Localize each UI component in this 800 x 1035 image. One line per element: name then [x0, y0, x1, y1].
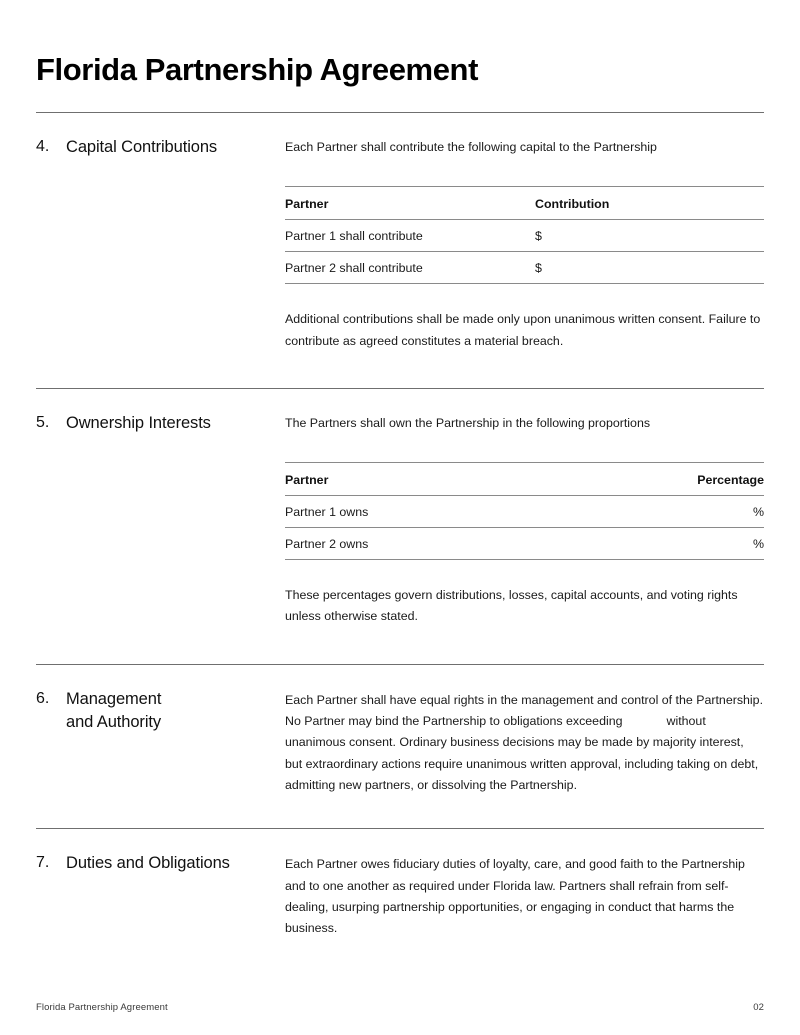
table-body: [285, 220, 764, 284]
cell-partner: Partner 1 shall contribute: [285, 220, 535, 252]
section-management-and-authority: [36, 664, 764, 829]
section-heading: [36, 411, 285, 435]
section-number: 6.: [36, 689, 50, 707]
section-number: 4.: [36, 138, 50, 155]
table-head: [285, 187, 764, 220]
section-lead-text: Each Partner shall contribute the following capital to the Partnership: [285, 140, 657, 154]
section-lead-text: The Partners shall own the Partnership in the following proportions: [285, 415, 651, 430]
section-body: [285, 687, 764, 797]
section-heading: [36, 687, 285, 734]
section-duties-and-obligations: [36, 828, 764, 939]
cell-partner: Partner 2 shall contribute: [285, 252, 535, 284]
section-capital-contributions: [36, 112, 764, 388]
cell-percentage: %: [535, 496, 764, 528]
table-head: [285, 463, 764, 496]
section-body: [285, 851, 764, 939]
table-row: [285, 220, 764, 252]
cell-percentage: %: [535, 528, 764, 560]
section-heading: [36, 851, 285, 875]
section-ownership-interests: [36, 388, 764, 664]
table-header-row: [285, 463, 764, 496]
cell-partner: Partner 1 owns: [285, 496, 535, 528]
footer-document-name: Florida Partnership Agreement: [36, 1002, 168, 1013]
section-note-text: Additional contributions shall be made only upon unanimous written consent. Failure to contribute as agreed constitutes a material breach.: [285, 312, 761, 348]
cell-contribution: $: [535, 252, 764, 284]
section-title: [66, 688, 161, 734]
section-number: 5.: [36, 413, 50, 431]
table-row: [285, 496, 764, 528]
table-body: [285, 496, 764, 560]
footer-page-number: 02: [753, 1002, 764, 1013]
table-row: [285, 528, 764, 560]
page-title: Florida Partnership Agreement: [36, 51, 479, 87]
capital-contributions-table: [285, 186, 764, 284]
section-note-text: These percentages govern distributions, losses, capital accounts, and voting rights unless otherwise stated.: [285, 588, 738, 624]
cell-partner: Partner 2 owns: [285, 528, 535, 560]
column-header-partner: Partner: [285, 463, 535, 496]
section-body: [285, 135, 764, 352]
column-header-partner: Partner: [285, 187, 535, 220]
cell-contribution: $: [535, 220, 764, 252]
column-header-contribution: Contribution: [535, 187, 764, 220]
ownership-interests-table: [285, 462, 764, 560]
sections-container: [36, 112, 764, 940]
section-title: Ownership Interests: [66, 413, 211, 432]
table-header-row: [285, 187, 764, 220]
section-title: Capital Contributions: [66, 138, 218, 156]
section-title-line-2: and Authority: [66, 712, 162, 731]
section-body-text: Each Partner owes fiduciary duties of loyalty, care, and good faith to the Partnership and to one another as required under Florida law. Partners shall refrain from self-dealing, usurping partnership opportunities, or engaging in conduct that harms the business.: [285, 857, 745, 936]
section-title-line-1: Management: [66, 689, 162, 708]
section-title: Duties and Obligations: [66, 854, 230, 873]
section-heading: [36, 135, 285, 159]
section-body: [285, 411, 764, 628]
column-header-percentage: Percentage: [535, 463, 764, 496]
body-text-part-1: Each Partner shall have equal rights in the management and control of the Partnership. No Partner may bind the Partnership to obligations exceeding: [285, 692, 764, 729]
page-footer: [36, 1002, 764, 1013]
body-text-part-2: without unanimous consent. Ordinary business decisions may be made by majority interest, but extraordinary actions require unanimous written approval, including taking on debt, admitting new partners, or dissolving the Partnership.: [285, 714, 759, 793]
section-number: 7.: [36, 854, 50, 872]
table-row: [285, 252, 764, 284]
section-body-text: [285, 690, 764, 797]
